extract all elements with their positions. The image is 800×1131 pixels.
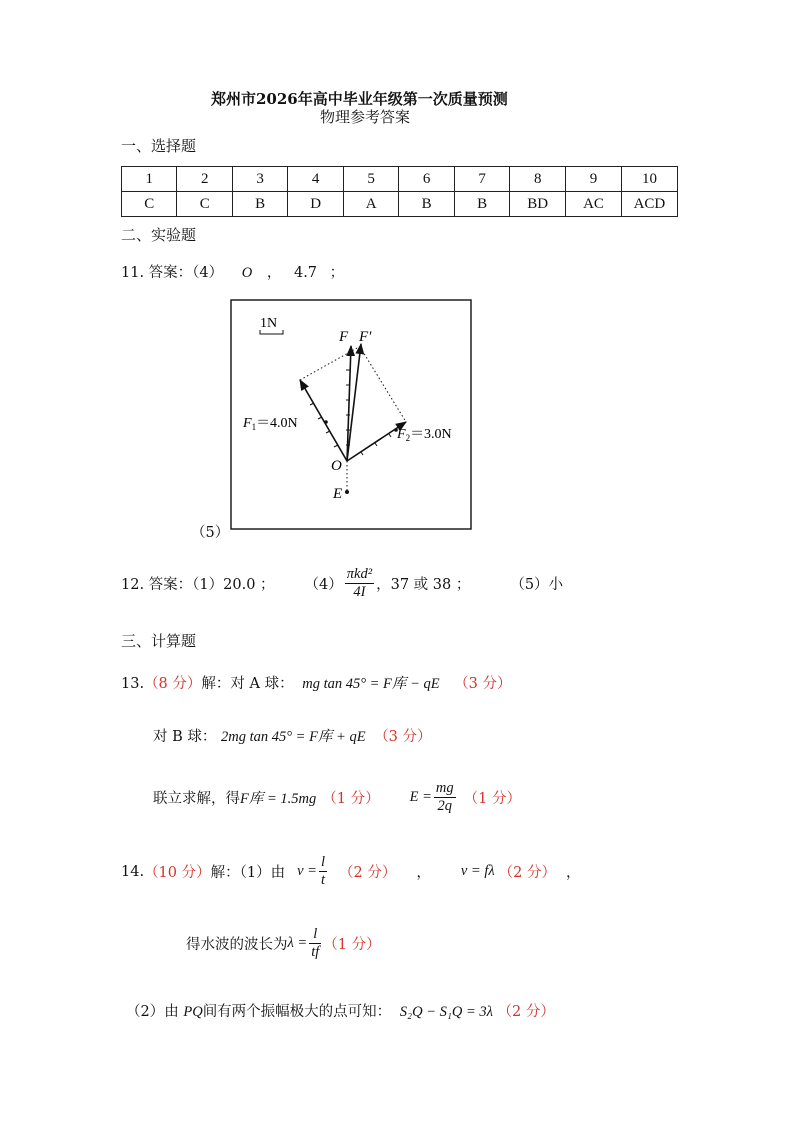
q14-sep: ，	[416, 865, 431, 881]
table-cell-answer: D	[288, 192, 344, 217]
q13-equation-a: mg tan 45° = F库 − qE	[302, 676, 440, 692]
q14-line-2	[186, 926, 381, 961]
q11-point-o: O	[241, 265, 253, 281]
q14-line3-equation: S₂Q − S₁Q = 3λ	[399, 1004, 493, 1020]
q14-points-2: （2 分）	[498, 865, 556, 881]
q13-line-a	[121, 672, 512, 693]
q11-separator: ，	[266, 265, 282, 281]
label-o: O	[331, 458, 342, 474]
q14-points-3: （1 分）	[323, 937, 381, 953]
table-cell-question-number: 7	[454, 167, 509, 192]
table-cell-question-number: 6	[399, 167, 454, 192]
q14-points-4: （2 分）	[497, 1004, 555, 1020]
q13-points-c: （1 分）	[322, 791, 380, 807]
table-cell-answer: B	[232, 192, 287, 217]
q11-answer-line	[121, 261, 344, 282]
q12-part5: （5）小	[510, 577, 564, 593]
q13-line-c	[153, 780, 521, 815]
q14-eq2: v = fλ	[460, 863, 495, 879]
q13-points-d: （1 分）	[463, 791, 521, 807]
q13-e-numerator: mg	[435, 780, 454, 796]
q14-points-1: （2 分）	[339, 865, 397, 881]
label-f: F	[339, 329, 349, 345]
q14-eq1-denominator: t	[320, 872, 325, 888]
q11-part5-label: （5）	[191, 525, 230, 541]
parallelogram-edge	[300, 348, 357, 380]
q13-e-fraction	[434, 780, 456, 815]
q14-end: ，	[565, 865, 581, 881]
q14-line2-denominator: tf	[311, 944, 320, 960]
q13-score: （8 分）	[144, 676, 202, 692]
page-subtitle: 物理参考答案	[320, 108, 411, 126]
q13-equation-c: F库 = 1.5mg	[240, 791, 317, 807]
parallelogram-edge	[360, 347, 406, 422]
q12-after: ，37 或 38 ；	[376, 577, 471, 593]
q14-eq1-fraction	[319, 854, 327, 889]
table-cell-question-number: 2	[177, 167, 232, 192]
q13-e-denominator: 2q	[437, 798, 452, 814]
q13-lineb-lead: 对 B 球：	[153, 729, 217, 745]
answer-table	[121, 166, 678, 217]
table-cell-answer: AC	[566, 192, 622, 217]
q14-line-3	[126, 1000, 555, 1021]
section-heading-choice: 一、选择题	[121, 137, 197, 155]
scale-label: 1N	[260, 316, 278, 331]
q14-score: （10 分）	[144, 865, 211, 881]
q14-line-1	[121, 854, 580, 889]
table-row	[122, 192, 678, 217]
table-cell-answer: C	[122, 192, 177, 217]
q12-answer-line	[121, 566, 563, 601]
table-cell-answer: C	[177, 192, 232, 217]
q14-line3-lead: （2）由	[126, 1004, 179, 1020]
table-cell-answer: A	[343, 192, 399, 217]
q14-line2-lhs: λ =	[287, 935, 308, 951]
q12-fraction-numerator: πkd²	[346, 566, 373, 582]
page-title: 郑州市2026年高中毕业年级第一次质量预测	[211, 90, 508, 108]
q14-eq1-numerator: l	[320, 854, 325, 870]
q12-fraction-denominator: 4I	[353, 584, 366, 600]
q13-lead: 解：对 A 球：	[201, 676, 294, 692]
q14-line2-numerator: l	[309, 926, 321, 944]
table-cell-question-number: 8	[510, 167, 566, 192]
q14-line3-pq: PQ	[183, 1004, 203, 1020]
table-cell-answer: B	[454, 192, 509, 217]
label-e: E	[333, 486, 343, 502]
table-cell-question-number: 1	[122, 167, 177, 192]
table-cell-question-number: 9	[566, 167, 622, 192]
q14-lead: 解：（1）由	[210, 865, 286, 881]
force-diagram	[225, 295, 475, 535]
q11-prefix: 11. 答案：（4）	[121, 265, 224, 281]
table-cell-question-number: 5	[343, 167, 399, 192]
q13-points-b: （3 分）	[374, 729, 432, 745]
q12-part4: （4）	[304, 577, 343, 593]
table-row	[122, 167, 678, 192]
q11-end: ；	[329, 265, 345, 281]
table-cell-answer: ACD	[621, 192, 677, 217]
q13-line-b	[153, 725, 432, 746]
q14-line2-fraction	[309, 926, 321, 961]
table-cell-question-number: 4	[288, 167, 344, 192]
section-heading-calculation: 三、计算题	[121, 632, 197, 650]
table-cell-answer: BD	[510, 192, 566, 217]
q14-line2-lead: 得水波的波长为	[186, 937, 288, 953]
q14-eq1-lhs: v =	[297, 863, 317, 879]
section-heading-experiment: 二、实验题	[121, 226, 197, 244]
q14-line3-mid: 间有两个振幅极大的点可知：	[202, 1004, 392, 1020]
label-f2: $F_2=3.0N$	[397, 427, 452, 443]
table-cell-question-number: 10	[621, 167, 677, 192]
table-cell-question-number: 3	[232, 167, 287, 192]
point-e-dot	[345, 490, 349, 494]
q13-number: 13.	[121, 676, 145, 692]
q13-linec-lead: 联立求解，得	[153, 791, 240, 807]
q11-value: 4.7	[293, 265, 318, 281]
q12-fraction	[345, 566, 374, 601]
q13-points-a: （3 分）	[454, 676, 512, 692]
q13-e-lhs: E =	[409, 789, 432, 805]
table-cell-answer: B	[399, 192, 454, 217]
label-f-prime: F′	[359, 329, 372, 345]
q13-equation-b: 2mg tan 45° = F库 + qE	[220, 729, 366, 745]
q14-number: 14.	[121, 863, 145, 880]
q12-prefix: 12. 答案：（1）20.0 ；	[121, 577, 275, 593]
label-f1: $F_1=4.0N$	[243, 416, 298, 432]
f1-arrow	[300, 380, 347, 461]
